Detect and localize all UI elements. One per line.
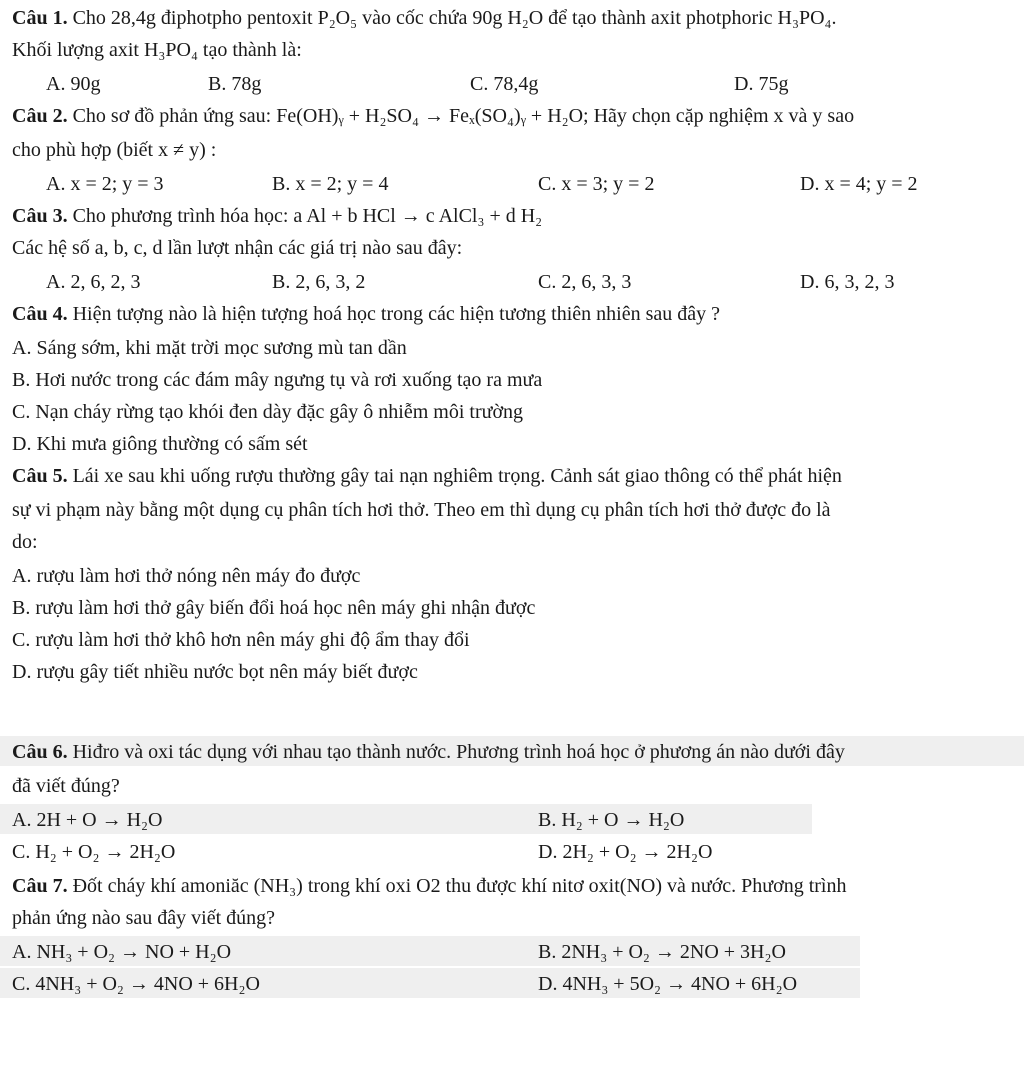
- q6-stem: Hiđro và oxi tác dụng với nhau tạo thành nước. Phương trình hoá học ở phương án nào dưới đây: [72, 741, 845, 763]
- q5-line1: [12, 464, 842, 488]
- q2-option-d: D. x = 4; y = 2: [800, 173, 918, 195]
- q7-line2: phản ứng nào sau đây viết đúng?: [12, 907, 275, 929]
- q7-options-row2: [0, 972, 1024, 1000]
- q4-label: Câu 4.: [12, 303, 68, 325]
- q5-line2: sự vi phạm này bằng một dụng cụ phân tích hơi thở. Theo em thì dụng cụ phân tích hơi thở được đo là: [12, 499, 831, 521]
- q1-option-d: D. 75g: [734, 73, 789, 95]
- q6-options-row2: [0, 840, 1024, 868]
- q2-stem: Cho sơ đồ phản ứng sau: Fe(OH)ᵧ + H₂SO₄ → Feₓ(SO₄)ᵧ + H₂O; Hãy chọn cặp nghiệm x và y sao: [72, 105, 855, 127]
- q2-line2: cho phù hợp (biết x ≠ y) :: [12, 139, 217, 161]
- q3-option-b: B. 2, 6, 3, 2: [272, 271, 366, 293]
- q4-option-b: B. Hơi nước trong các đám mây ngưng tụ và rơi xuống tạo ra mưa: [12, 369, 543, 391]
- q5-line3: do:: [12, 531, 38, 553]
- q6-label: Câu 6.: [12, 741, 68, 763]
- q1-option-c: C. 78,4g: [470, 73, 539, 95]
- q5-option-d: D. rượu gây tiết nhiều nước bọt nên máy biết được: [12, 661, 418, 683]
- q2-options: [0, 172, 1024, 200]
- q2-line1: [12, 104, 854, 128]
- q5-option-a: A. rượu làm hơi thở nóng nên máy đo được: [12, 565, 361, 587]
- q5-label: Câu 5.: [12, 465, 68, 487]
- q4-option-a: A. Sáng sớm, khi mặt trời mọc sương mù tan dần: [12, 337, 407, 359]
- q2-option-c: C. x = 3; y = 2: [538, 173, 655, 195]
- q5-option-c: C. rượu làm hơi thở khô hơn nên máy ghi độ ẩm thay đổi: [12, 629, 470, 651]
- q7-options-row1: [0, 940, 1024, 968]
- q7-option-a: A. NH₃ + O₂ → NO + H₂O: [12, 941, 232, 963]
- q6-option-a: A. 2H + O → H₂O: [12, 809, 163, 831]
- q1-line2: Khối lượng axit H₃PO₄ tạo thành là:: [12, 39, 302, 61]
- q2-label: Câu 2.: [12, 105, 68, 127]
- q3-label: Câu 3.: [12, 205, 68, 227]
- q1-option-b: B. 78g: [208, 73, 262, 95]
- q3-options: [0, 270, 1024, 298]
- q5-option-b: B. rượu làm hơi thở gây biến đổi hoá học nên máy ghi nhận được: [12, 597, 536, 619]
- q6-options-row1: [0, 808, 1024, 836]
- q1-options: [0, 72, 1024, 100]
- q3-option-c: C. 2, 6, 3, 3: [538, 271, 632, 293]
- q6-option-b: B. H₂ + O → H₂O: [538, 809, 685, 831]
- q6-option-c: C. H₂ + O₂ → 2H₂O: [12, 841, 176, 863]
- q3-stem: Cho phương trình hóa học: a Al + b HCl → c AlCl₃ + d H₂: [72, 205, 543, 227]
- q4-option-c: C. Nạn cháy rừng tạo khói đen dày đặc gây ô nhiễm môi trường: [12, 401, 524, 423]
- q2-option-a: A. x = 2; y = 3: [46, 173, 164, 195]
- q7-label: Câu 7.: [12, 875, 68, 897]
- q5-stem: Lái xe sau khi uống rượu thường gây tai nạn nghiêm trọng. Cảnh sát giao thông có thể phát hiện: [72, 465, 842, 487]
- q2-option-b: B. x = 2; y = 4: [272, 173, 389, 195]
- q7-option-d: D. 4NH₃ + 5O₂ → 4NO + 6H₂O: [538, 973, 798, 995]
- q3-line2: Các hệ số a, b, c, d lần lượt nhận các giá trị nào sau đây:: [12, 237, 463, 259]
- q6-line1: [12, 740, 845, 764]
- q1-stem: Cho 28,4g điphotpho pentoxit P₂O₅ vào cốc chứa 90g H₂O để tạo thành axit photphoric H₃PO₄.: [72, 7, 837, 29]
- q1-option-a: A. 90g: [46, 73, 101, 95]
- q4-line1: [12, 302, 720, 326]
- q7-stem: Đốt cháy khí amoniăc (NH₃) trong khí oxi O2 thu được khí nitơ oxit(NO) và nước. Phương trình: [72, 875, 847, 897]
- q6-option-d: D. 2H₂ + O₂ → 2H₂O: [538, 841, 713, 863]
- q1-line1: [12, 6, 837, 30]
- q7-option-b: B. 2NH₃ + O₂ → 2NO + 3H₂O: [538, 941, 786, 963]
- q4-option-d: D. Khi mưa giông thường có sấm sét: [12, 433, 308, 455]
- q4-stem: Hiện tượng nào là hiện tượng hoá học trong các hiện tương thiên nhiên sau đây ?: [72, 303, 720, 325]
- q6-line2: đã viết đúng?: [12, 775, 120, 797]
- q7-option-c: C. 4NH₃ + O₂ → 4NO + 6H₂O: [12, 973, 260, 995]
- q7-line1: [12, 874, 846, 898]
- q1-label: Câu 1.: [12, 7, 68, 29]
- q3-option-d: D. 6, 3, 2, 3: [800, 271, 895, 293]
- q3-option-a: A. 2, 6, 2, 3: [46, 271, 141, 293]
- q3-line1: [12, 204, 542, 228]
